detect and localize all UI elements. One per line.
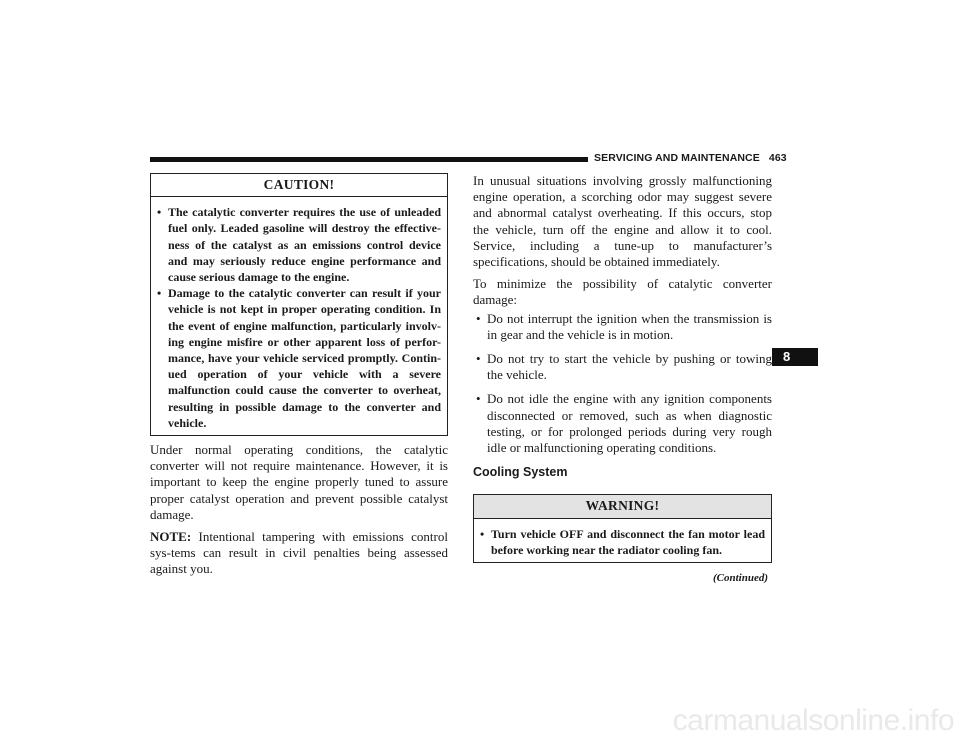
caution-title: CAUTION! (151, 174, 447, 197)
right-column (473, 173, 772, 586)
header-section-title: SERVICING AND MAINTENANCE (594, 152, 760, 164)
warning-list (474, 519, 771, 562)
note-label: NOTE: (150, 529, 192, 545)
warning-box (473, 494, 772, 563)
warning-title: WARNING! (474, 495, 771, 518)
continued-label: (Continued) (712, 572, 768, 585)
caution-item: • Damage to the catalytic converter can result if your vehicle is not kept in proper operating condition. In the event of engine malfunction, particularly involv-ing engine misfire or other apparent loss of perfor-mance, have your vehicle serviced promptly. Contin-ued operation of your vehicle with a severe malfunction could cause the converter to overheat, resulting in possible damage to the converter and vehicle. (157, 286, 441, 430)
warning-item: • Turn vehicle OFF and disconnect the fan motor lead before working near the radiator cooling fan. (480, 526, 765, 557)
header-rule (150, 157, 588, 162)
overheating-paragraph: In unusual situations involving grossly malfunctioning engine operation, a scorching odor may suggest severe and abnormal catalyst overheating. If this occurs, stop the vehicle, turn off the engine and allow it to cool. Service, including a tune-up to manufacturer’s specifications, should be obtained immediately. (473, 173, 772, 270)
bullet-icon: • (476, 310, 481, 326)
bullet-icon: • (476, 391, 481, 407)
note-text: Intentional tampering with emissions control sys-tems can result in civil penalties being assessed against you. (150, 529, 448, 577)
bullet-icon: • (476, 351, 481, 367)
bullet-icon: • (480, 526, 485, 541)
list-item: • Do not interrupt the ignition when the transmission is in gear and the vehicle is in motion. (476, 310, 772, 342)
caution-box (150, 173, 448, 436)
caution-list (151, 197, 447, 435)
running-header (594, 152, 787, 164)
left-column (150, 173, 448, 578)
section-heading: Cooling System (473, 465, 568, 480)
damage-list (473, 311, 772, 457)
list-item: • Do not idle the engine with any ignition components disconnected or removed, such as when diagnostic testing, or for prolonged periods during very rough idle or malfunctioning operating conditions. (476, 391, 772, 456)
damage-intro-paragraph: To minimize the possibility of catalytic converter damage: (473, 276, 772, 308)
note-paragraph (150, 529, 448, 578)
caution-item: • The catalytic converter requires the use of unleaded fuel only. Leaded gasoline will destroy the effective-ness of the catalyst as an emissions control device and may seriously reduce engine performance and cause serious damage to the engine. (157, 205, 441, 285)
bullet-icon: • (157, 286, 162, 301)
maintenance-paragraph: Under normal operating conditions, the catalytic converter will not require maintenance. However, it is important to keep the engine properly tuned to assure proper catalyst operation and prevent possible catalyst damage. (150, 442, 448, 522)
watermark: carmanualsonline.info (672, 704, 954, 737)
bullet-icon: • (157, 205, 162, 220)
chapter-tab: 8 (772, 348, 818, 366)
header-page-number: 463 (768, 152, 787, 164)
list-item: • Do not try to start the vehicle by pushing or towing the vehicle. (476, 351, 772, 383)
